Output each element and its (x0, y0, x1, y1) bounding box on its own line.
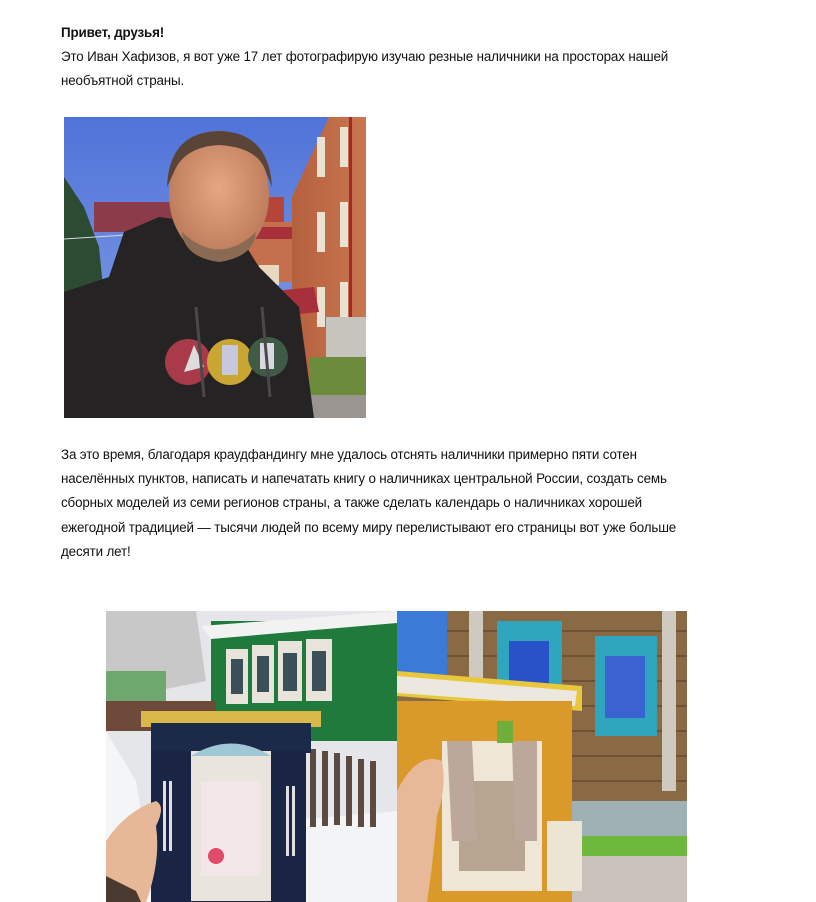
intro-paragraph (61, 45, 761, 93)
greeting-heading: Привет, друзья! (61, 25, 165, 40)
intro-line: необъятной страны. (61, 73, 185, 89)
body-paragraph (61, 443, 761, 564)
body-line: населённых пунктов, написать и напечатать книгу о наличниках центральной России, создать семь (61, 471, 667, 487)
gallery-image-summer (397, 611, 687, 902)
intro-line: Это Иван Хафизов, я вот уже 17 лет фотографирую изучаю резные наличники на просторах нашей (61, 49, 669, 64)
nalichnik-gallery (106, 611, 687, 902)
author-photo (64, 117, 366, 418)
body-line: десяти лет! (61, 543, 131, 559)
gallery-image-winter (106, 611, 397, 902)
body-line: ежегодной традицией — тысячи людей по всему миру перелистывают его страницы вот уже больше (61, 519, 677, 535)
body-line: сборных моделей из семи регионов страны, а также сделать календарь о наличниках хорошей (61, 495, 643, 511)
body-line: За это время, благодаря краудфандингу мне удалось отснять наличники примерно пяти сотен (61, 447, 637, 462)
